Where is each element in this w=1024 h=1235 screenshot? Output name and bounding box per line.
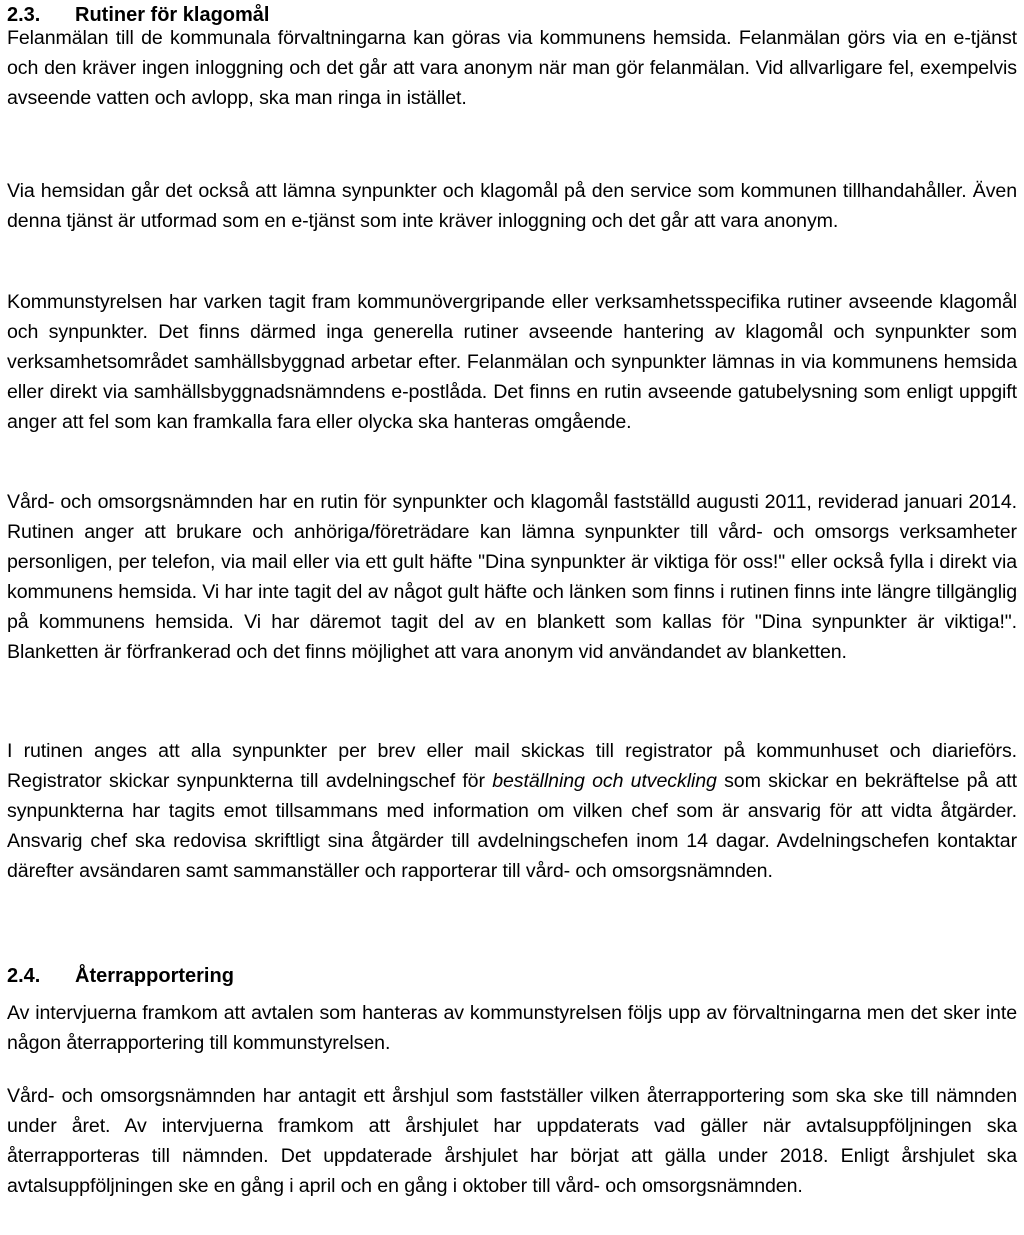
paragraph-felanmalan: Felanmälan till de kommunala förvaltningarna kan göras via kommunens hemsida. Felanmälan görs via en e-tjänst och den kräver ingen inloggning och det går att vara anonym när man gör felanmälan. Vid allvarligare fel, exempelvis avseende vatten och avlopp, ska man ringa in istället. (7, 27, 1017, 109)
paragraph-part: I rutinen anges att alla synpunkter per brev eller mail skickas till registrator på kommunhuset och diarieförs. Registrator skickar synpunkterna till avdelningschef för (7, 740, 1017, 792)
emphasis-text: beställning och utveckling (492, 770, 717, 792)
section-title: Rutiner för klagomål (75, 4, 270, 26)
paragraph-intervjuerna-avtalen: Av intervjuerna framkom att avtalen som hanteras av kommunstyrelsen följs upp av förvaltningarna men det sker inte någon återrapportering till kommunstyrelsen. (7, 1002, 1017, 1054)
paragraph-part: som skickar en bekräftelse på att synpunkterna har tagits emot tillsammans med information om vilken chef som är ansvarig för att vidta åtgärder. Ansvarig chef ska redovisa skriftligt sina åtgärder till avdelningschefen inom 14 dagar. Avdelningschefen kontaktar därefter avsändaren samt sammanställer och rapporterar till vård- och omsorgsnämnden. (7, 770, 1017, 882)
paragraph-hemsidan-synpunkter: Via hemsidan går det också att lämna synpunkter och klagomål på den service som kommunen tillhandahåller. Även denna tjänst är utformad som en e-tjänst som inte kräver inloggning och det går att vara anonym. (7, 180, 1017, 232)
section-number: 2.4. (7, 965, 41, 987)
paragraph-kommunstyrelsen-rutiner: Kommunstyrelsen har varken tagit fram kommunövergripande eller verksamhetsspecifika rutiner avseende klagomål och synpunkter. Det finns därmed inga generella rutiner avseende hantering av klagomål och synpunkter som verksamhetsområdet samhällsbyggnad arbetar efter. Felanmälan och synpunkter lämnas in via kommunens hemsida eller direkt via samhällsbyggnadsnämndens e-postlåda. Det finns en rutin avseende gatubelysning som enligt uppgift anger att fel som kan framkalla fara eller olycka ska hanteras omgående. (7, 291, 1017, 433)
paragraph-registrator (7, 736, 1017, 886)
section-heading-2-4 (7, 963, 234, 989)
section-number: 2.3. (7, 4, 41, 26)
section-title: Återrapportering (75, 965, 234, 987)
paragraph-vard-omsorg-rutin: Vård- och omsorgsnämnden har en rutin för synpunkter och klagomål fastställd augusti 2011, reviderad januari 2014. Rutinen anger att brukare och anhöriga/företrädare kan lämna synpunkter till vård- och omsorgs verksamheter personligen, per telefon, via mail eller via ett gult häfte "Dina synpunkter är viktiga för oss!" eller också fylla i direkt via kommunens hemsida. Vi har inte tagit del av något gult häfte och länken som finns i rutinen finns inte längre tillgänglig på kommunens hemsida. Vi har däremot tagit del av en blankett som kallas för "Dina synpunkter är viktiga!". Blanketten är förfrankerad och det finns möjlighet att vara anonym vid användandet av blanketten. (7, 491, 1017, 663)
paragraph-arshjul: Vård- och omsorgsnämnden har antagit ett årshjul som fastställer vilken återrapportering som ska ske till nämnden under året. Av intervjuerna framkom att årshjulet har uppdaterats vad gäller när avtalsuppföljningen ska återrapporteras till nämnden. Det uppdaterade årshjulet har börjat att gälla under 2018. Enligt årshjulet ska avtalsuppföljningen ske en gång i april och en gång i oktober till vård- och omsorgsnämnden. (7, 1085, 1017, 1197)
